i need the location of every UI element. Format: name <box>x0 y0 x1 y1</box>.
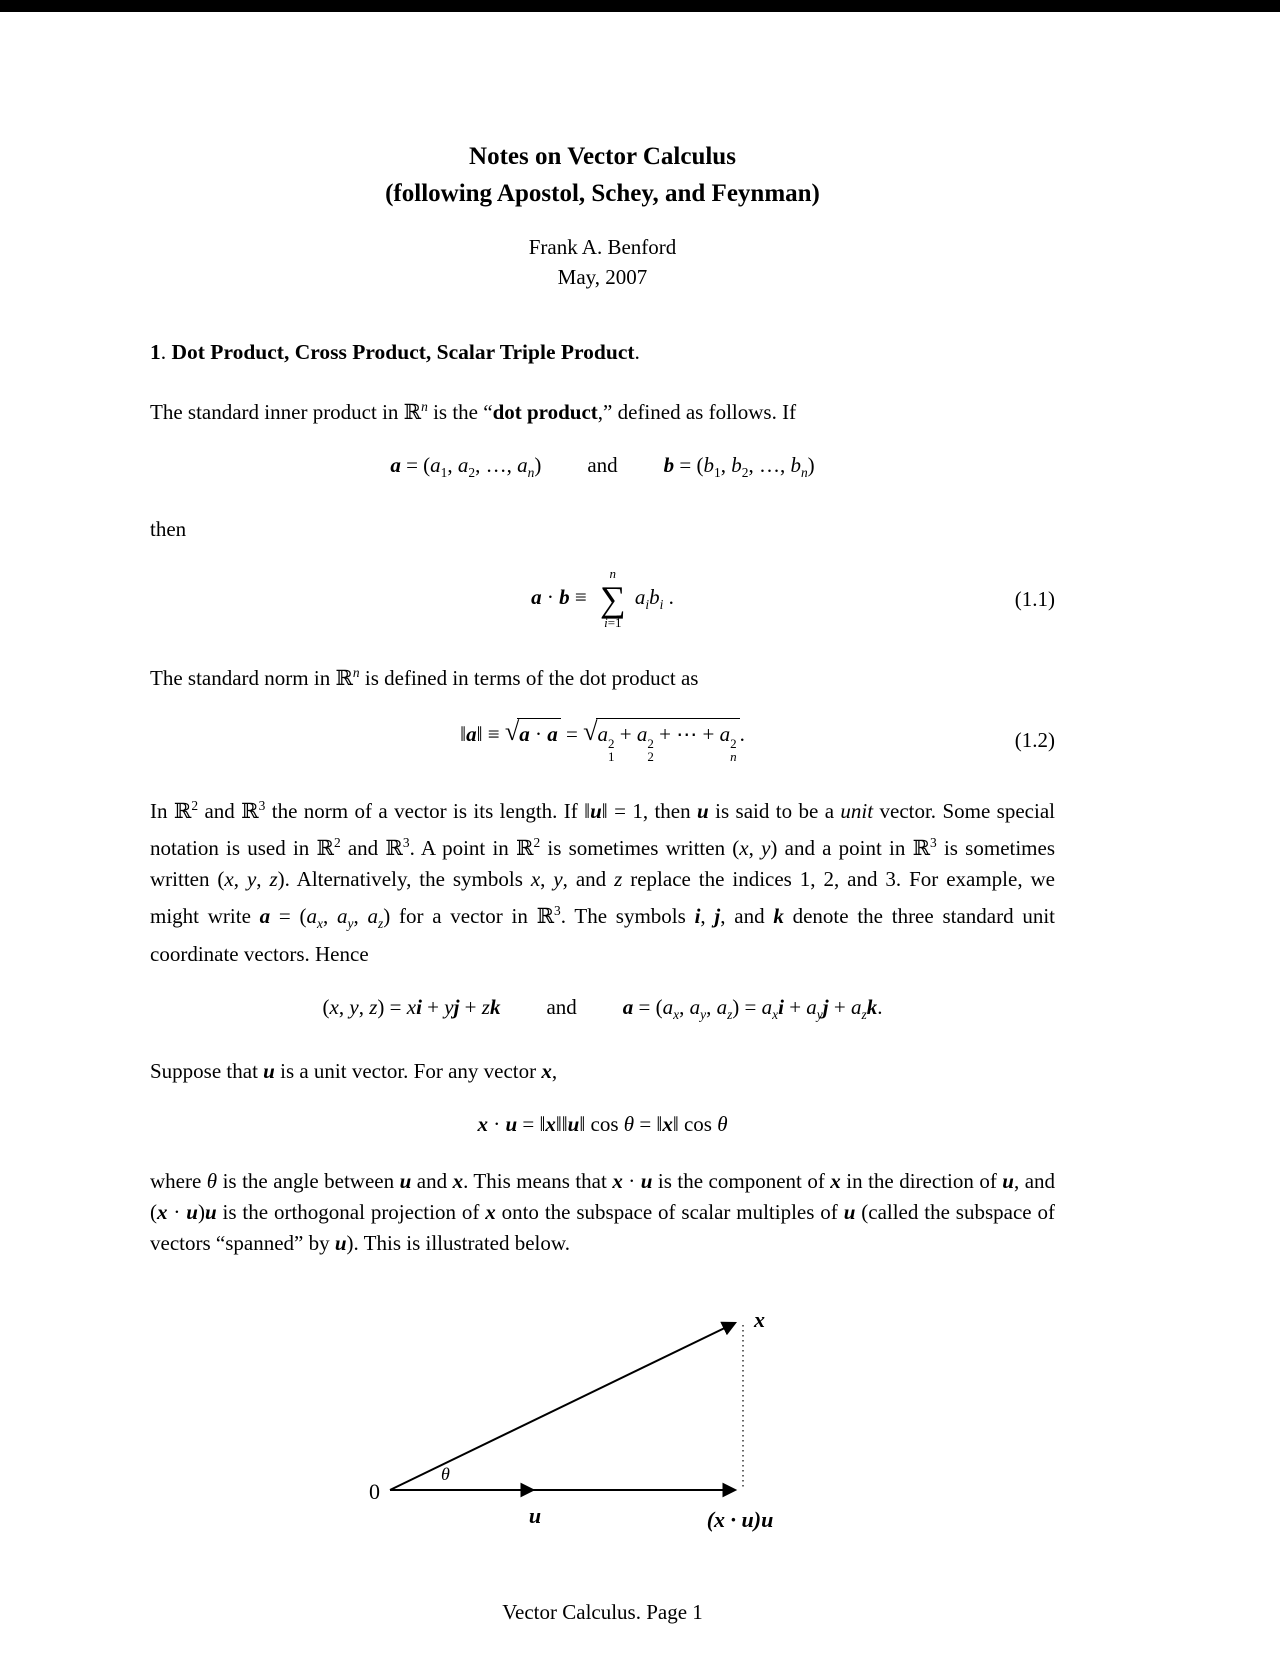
projection-figure <box>335 1293 1055 1571</box>
equation-projection-body: x · u = ‖x‖‖u‖ cos θ = ‖x‖ cos θ <box>477 1112 728 1137</box>
section-heading: 1. Dot Product, Cross Product, Scalar Triple Product. <box>150 340 640 364</box>
projection-label: (x · u)u <box>706 1507 774 1533</box>
document-title <box>150 138 1055 212</box>
equation-coordinates-body: (x, y, z) = xi + yj + zk and $a = (a_x$, $a_y$, $a_z) = a_xi + a_yj + a_zk$. <box>322 995 883 1023</box>
equation-number-1-2: (1.2) <box>1014 727 1055 752</box>
equation-coordinates <box>150 992 1055 1030</box>
equation-1-2 <box>150 716 1055 764</box>
equation-1-1-body: a · b ≡ n ∑ i=1 $a_ib_i$ . <box>531 566 674 631</box>
byline <box>150 232 1055 292</box>
document-page <box>150 138 1055 1628</box>
scan-top-edge <box>0 0 1280 12</box>
title-line-1: Notes on Vector Calculus <box>469 143 736 170</box>
equation-1-2-body: ‖a‖ ≡ √a · a = √a 2 1 + a 2 2 + ⋯ + a 2 n . <box>460 717 745 765</box>
equation-number-1-1: (1.1) <box>1014 586 1055 611</box>
equation-projection <box>150 1109 1055 1140</box>
u-vector-label: u <box>528 1503 542 1529</box>
figure-canvas <box>335 1293 865 1565</box>
equation-vector-definitions <box>150 450 1055 488</box>
paragraph-then: then <box>150 517 187 542</box>
paragraph-theta: where θ is the angle between u and x. This means that x · u is the component of x in the direction of u, and (x · u)u is the orthogonal projection of x onto the subspace of scalar multiples of u (called the subspace of vectors “spanned” by u). This is illustrated below. <box>150 1169 1056 1256</box>
angle-theta-label: θ <box>441 1464 450 1485</box>
origin-label: 0 <box>369 1479 380 1505</box>
paragraph-intro: The standard inner product in ℝ$^n$ is the “dot product,” defined as follows. If <box>150 399 797 424</box>
author: Frank A. Benford <box>528 235 677 259</box>
x-vector-label: x <box>754 1307 765 1333</box>
paragraph-suppose: Suppose that u is a unit vector. For any vector x, <box>150 1059 558 1084</box>
title-line-2: (following Apostol, Schey, and Feynman) <box>385 180 820 207</box>
equation-vector-definitions-body: $a = (a_1$, $a_2$, …, $a_n$) and $b = (b_1$, $b_2$, …, $b_n$) <box>390 453 815 481</box>
equation-1-1 <box>150 567 1055 631</box>
paragraph-norm: The standard norm in ℝ$^n$ is defined in terms of the dot product as <box>150 665 699 691</box>
date: May, 2007 <box>557 265 648 289</box>
page-footer: Vector Calculus. Page 1 <box>502 1600 703 1625</box>
paragraph-r2-r3: In ℝ$^2$ and ℝ$^3$ the norm of a vector is its length. If ‖u‖ = 1, then u is said to be a unit vector. Some special notation is used in ℝ$^2$ and ℝ$^3$. A point in ℝ$^2$ is sometimes written (x, y) and a point in ℝ$^3$ is sometimes written (x, y, z). Alternatively, the symbols x, y, and z replace the indices 1, 2, and 3. For example, we might write $a = (a_x$, $a_y$, $a_z$) for a vector in ℝ$^3$. The symbols i, j, and k denote the three standard unit coordinate vectors. Hence <box>150 798 1056 967</box>
